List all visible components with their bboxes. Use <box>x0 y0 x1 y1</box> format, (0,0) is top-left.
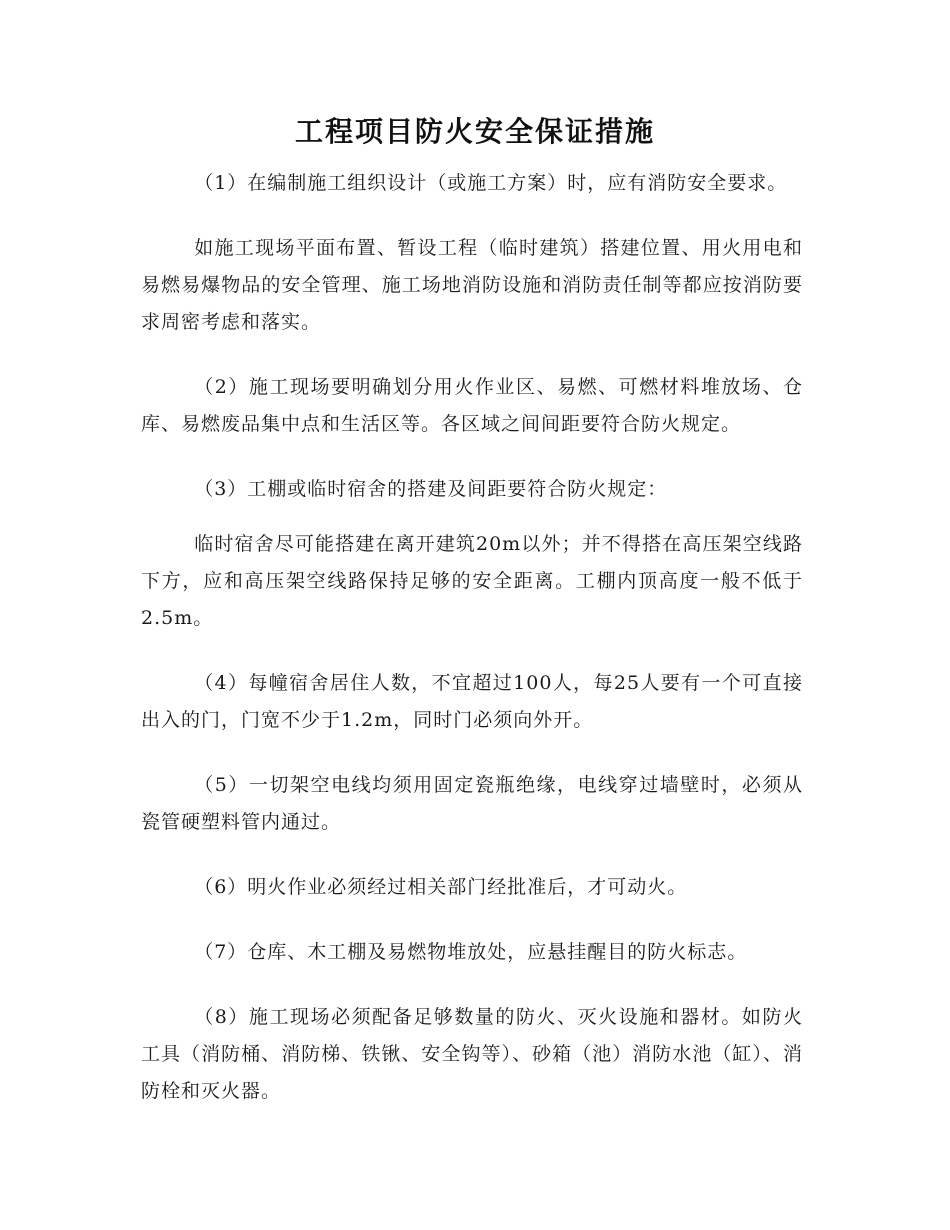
paragraph-6: （4）每幢宿舍居住人数，不宜超过100人，每25人要有一个可直接出入的门，门宽不少于1.2m，同时门必须向外开。 <box>141 672 803 731</box>
document-title: 工程项目防火安全保证措施 <box>294 115 655 148</box>
paragraph-7: （5）一切架空电线均须用固定瓷瓶绝缘，电线穿过墙壁时，必须从瓷管硬塑料管内通过。 <box>141 774 803 833</box>
paragraph-2: 如施工现场平面布置、暂设工程（临时建筑）搭建位置、用火用电和易燃易爆物品的安全管理、施工场地消防设施和消防责任制等都应按消防要求周密考虑和落实。 <box>141 237 803 333</box>
paragraph-3: （2）施工现场要明确划分用火作业区、易燃、可燃材料堆放场、仓库、易燃废品集中点和生活区等。各区域之间间距要符合防火规定。 <box>141 376 803 435</box>
paragraph-1: （1）在编制施工组织设计（或施工方案）时，应有消防安全要求。 <box>194 172 788 194</box>
paragraph-5: 临时宿舍尽可能搭建在离开建筑20m以外；并不得搭在高压架空线路下方，应和高压架空线路保持足够的安全距离。工棚内顶高度一般不低于2.5m。 <box>141 533 803 629</box>
paragraph-10: （8）施工现场必须配备足够数量的防火、灭火设施和器材。如防火工具（消防桶、消防梯、铁锹、安全钩等）、砂箱（池）消防水池（缸）、消防栓和灭火器。 <box>141 1006 803 1102</box>
paragraph-9: （7）仓库、木工棚及易燃物堆放处，应悬挂醒目的防火标志。 <box>194 941 748 963</box>
document-body <box>141 165 803 1138</box>
paragraph-8: （6）明火作业必须经过相关部门经批准后，才可动火。 <box>194 876 688 898</box>
paragraph-4: （3）工棚或临时宿舍的搭建及间距要符合防火规定： <box>194 478 668 500</box>
